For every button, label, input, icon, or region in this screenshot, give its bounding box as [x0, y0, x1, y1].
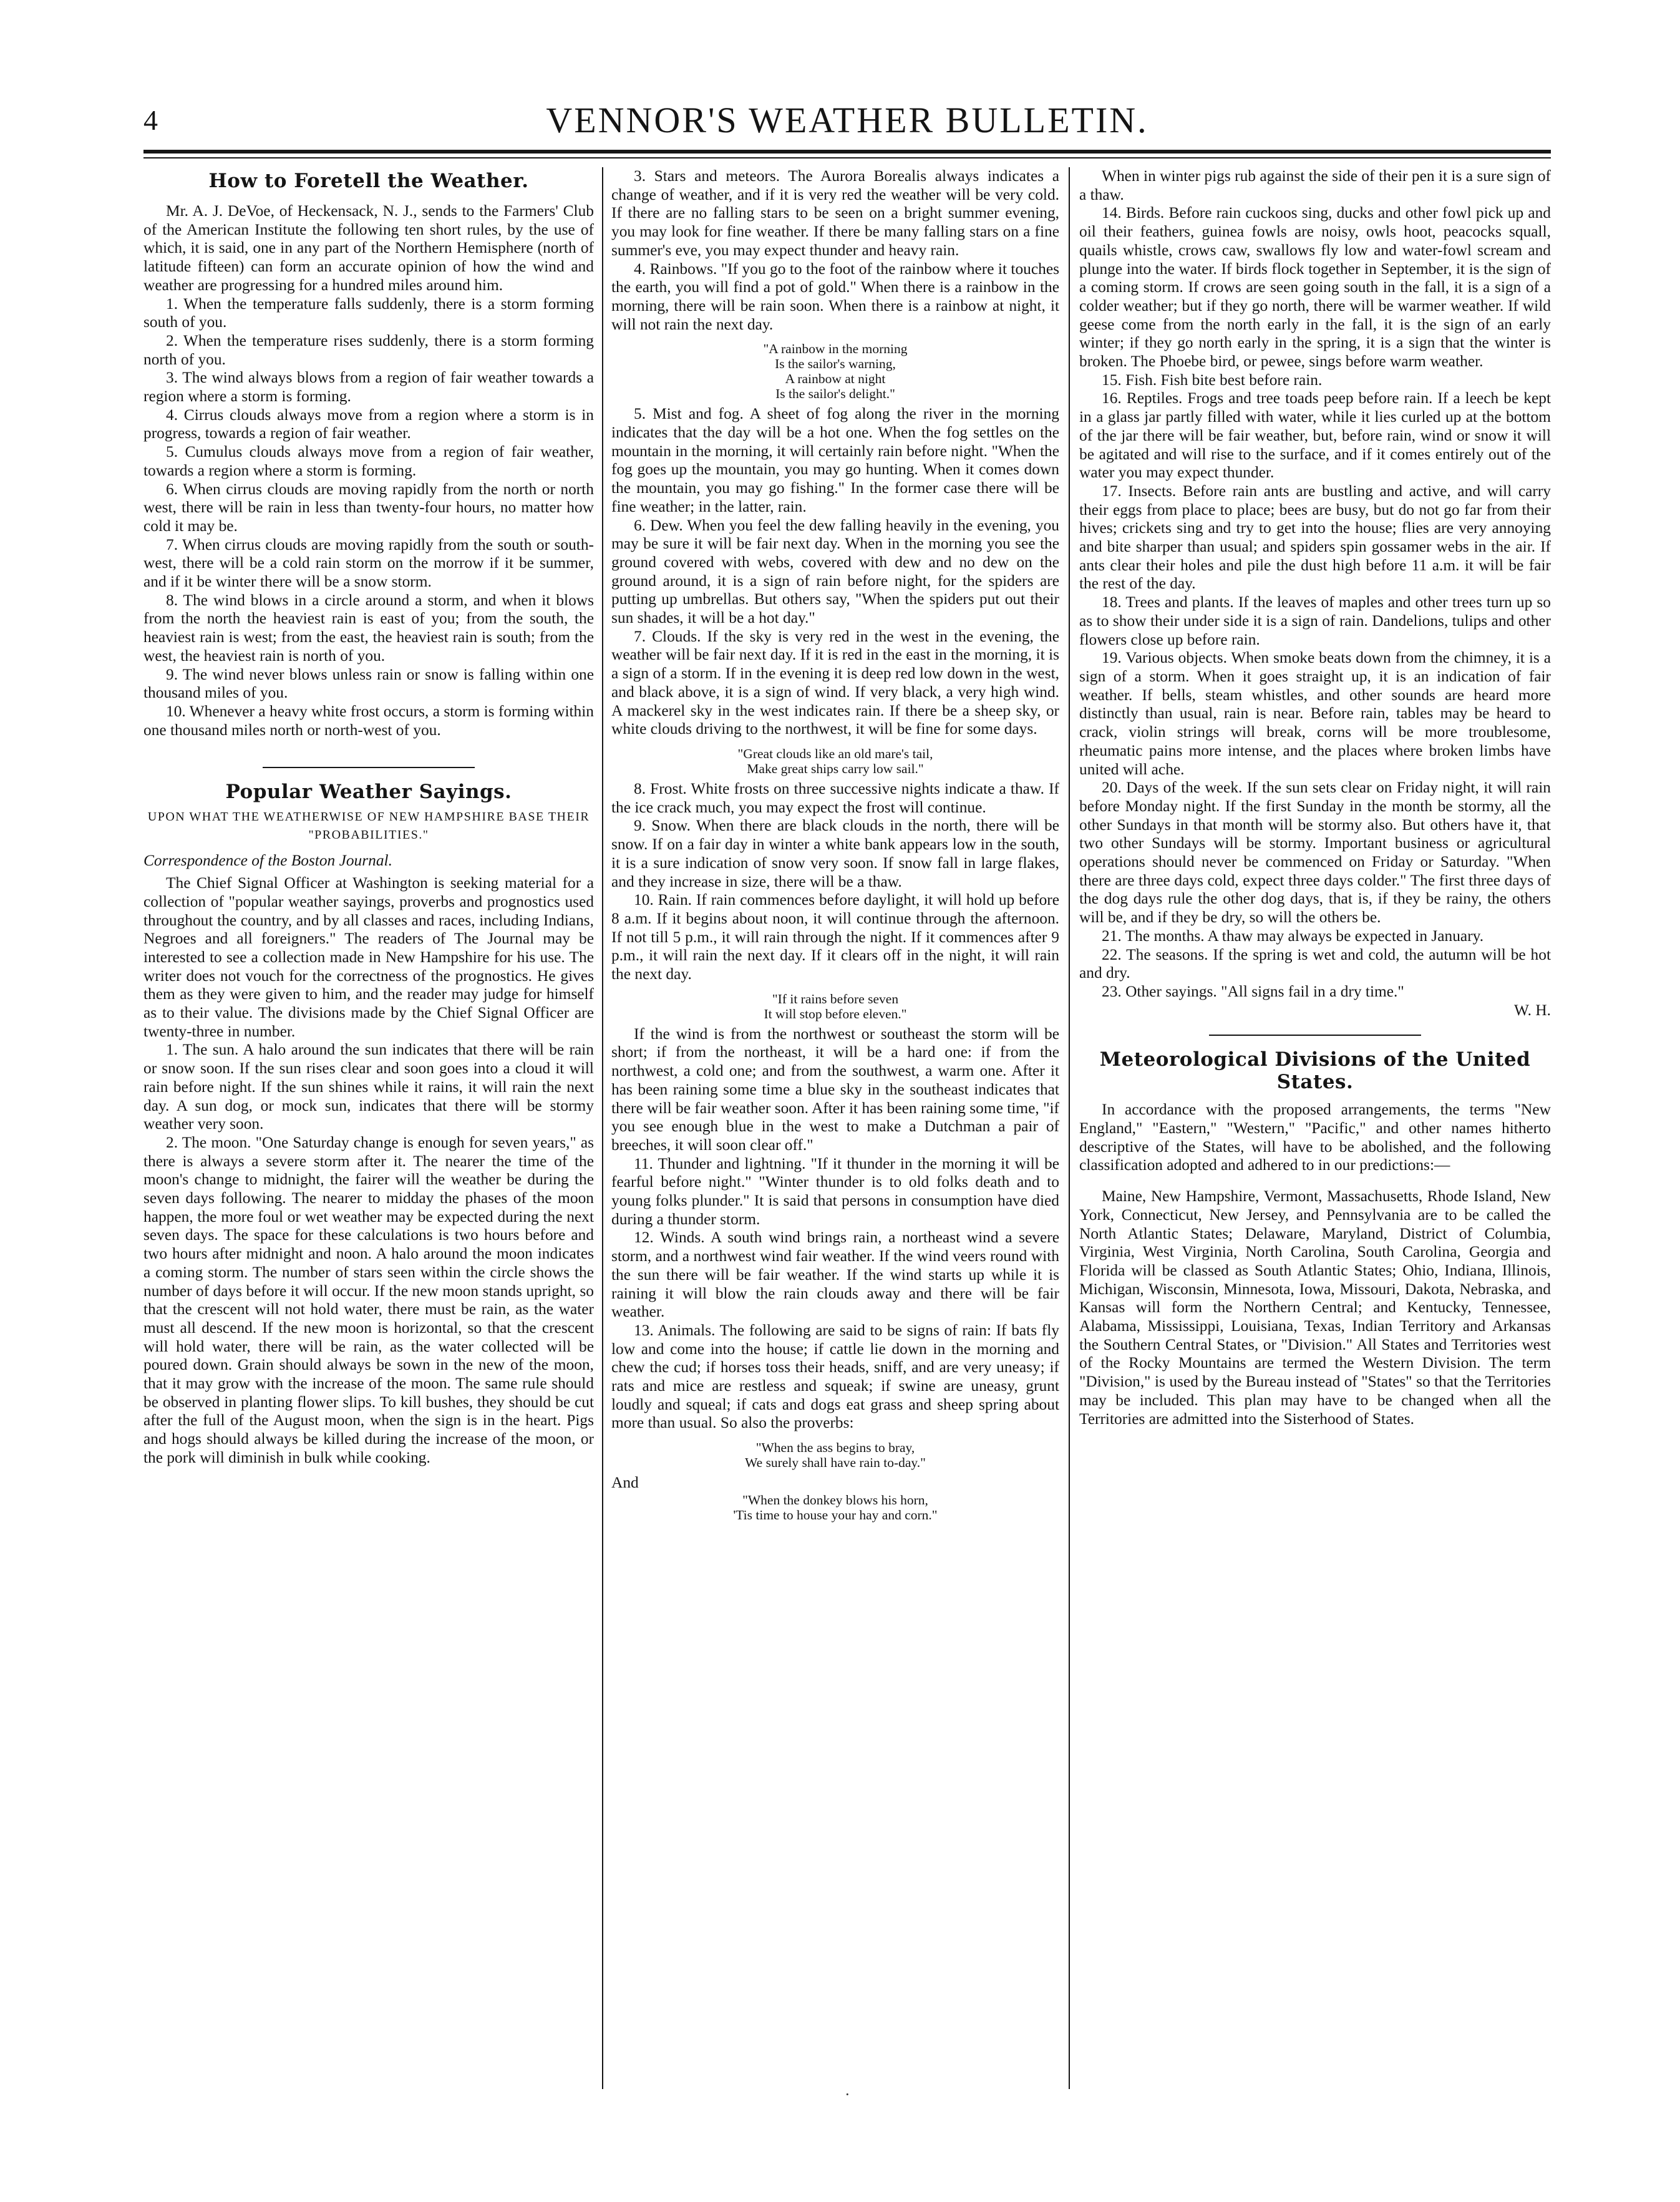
- verse: [611, 746, 1059, 776]
- article-subheading: UPON WHAT THE WEATHERWISE OF NEW HAMPSHIRE BASE THEIR "PROBABILITIES.": [147, 810, 590, 842]
- article-paragraph: 9. Snow. When there are black clouds in the north, there will be snow. If on a fair day in winter a white bank appears low in the south, it is a sure indication of snow very soon. If snow fall in large flakes, and they increase in size, there will be a thaw.: [611, 817, 1059, 890]
- article-byline: Correspondence of the Boston Journal.: [143, 852, 392, 870]
- verse-line: "Great clouds like an old mare's tail,: [737, 746, 933, 761]
- article-paragraph: 15. Fish. Fish bite best before rain.: [1102, 371, 1323, 389]
- article-paragraph: 22. The seasons. If the spring is wet and cold, the autumn will be hot and dry.: [1079, 945, 1551, 982]
- verse-line: Is the sailor's delight.": [775, 386, 895, 402]
- verse-line: Is the sailor's warning,: [775, 356, 896, 372]
- article-paragraph: 11. Thunder and lightning. "If it thunder in the morning it will be fearful before night." "Winter thunder is to old folks death and to young folks plunder." It is said that persons in consumption have died during a thunder storm.: [611, 1154, 1059, 1228]
- article-paragraph: The Chief Signal Officer at Washington is seeking material for a collection of "popular weather sayings, proverbs and prognostics used throughout the country, and by all classes and races, including Indians, Negroes and all foreigners." The readers of The Journal may be interested to see a collection made in New Hampshire for his use. The writer does not vouch for the correctness of the prognostics. He gives them as they were given to him, and the reader may judge for himself as to their value. The divisions made by the Chief Signal Officer are twenty-three in number.: [143, 874, 594, 1040]
- column-divider: [1069, 167, 1070, 2089]
- article-paragraph: 6. Dew. When you feel the dew falling heavily in the evening, you may be sure it will be fair next day. When in the morning you see the ground covered with webs, covered with dew and no dew on the ground around, it is a sign of rain before night, for the spiders are putting up umbrellas. But others say, "When the spiders put out their sun shades, it will be a hot day.": [611, 516, 1059, 627]
- article-paragraph: 10. Rain. If rain commences before daylight, it will hold up before 8 a.m. If it begins about noon, it will continue through the afternoon. If not till 5 p.m., it will rain through the night. If it commences after 9 p.m., it will rain the next day. If it clears off in the night, it will rain the next day.: [611, 891, 1059, 983]
- rule-item: 5. Cumulus clouds always move from a region of fair weather, towards a region where a storm is forming.: [143, 443, 594, 479]
- verse-line: Make great ships carry low sail.": [747, 761, 924, 776]
- article-paragraph: 7. Clouds. If the sky is very red in the west in the evening, the weather will be fair next day. If it is red in the east in the morning, it is a sign of a storm. If in the evening it is deep red low down in the west, and black above, it is a sign of wind. If very black, a very high wind. A mackerel sky in the west indicates rain. If there be a sheep sky, or white clouds driving to the northwest, it will be fine for some days.: [611, 627, 1059, 738]
- column-1: [143, 167, 594, 1468]
- verse: [611, 1440, 1059, 1470]
- page-number: 4: [143, 104, 158, 136]
- rule-item: 3. The wind always blows from a region of fair weather towards a region where a storm is forming.: [143, 369, 594, 406]
- article-paragraph: 13. Animals. The following are said to be signs of rain: If bats fly low and come into the house; if cattle lie down in the morning and chew the cud; if horses toss their heads, sniff, and are very uneasy; if rats and mice are restless and squeak; if swine are uneasy, grunt loudly and squeal; if cats and dogs eat grass and sheep spring about more than usual. So also the proverbs:: [611, 1321, 1059, 1432]
- article-paragraph: 18. Trees and plants. If the leaves of maples and other trees turn up so as to show their under side it is a sign of rain. Dandelions, tulips and other flowers close up before rain.: [1079, 593, 1551, 648]
- article-paragraph: 12. Winds. A south wind brings rain, a northeast wind a severe storm, and a northwest wind fair weather. If the wind veers round with the sun there will be fair weather. If the wind starts up while it is raining it will blow the rain clouds away and there will be fair weather.: [611, 1229, 1059, 1321]
- verse: [611, 1493, 1059, 1522]
- article-headline: Meteorological Divisions of the United States.: [1099, 1048, 1531, 1094]
- article-paragraph: In accordance with the proposed arrangements, the terms "New England," "Eastern," "Western," "Pacific," and other names hitherto descriptive of the States, will have to be abolished, and the following classification adopted and adhered to in our predictions:—: [1079, 1101, 1551, 1174]
- article-paragraph: 17. Insects. Before rain ants are bustling and active, and will carry their eggs from place to place; bees are busy, but do not go far from their hives; crickets sing and try to get into the house; flies are very annoying and bite sharper than usual; and spiders spin gossamer webs in the air. If ants clear their holes and pile the dust high before 11 a.m. it will be fair the rest of the day.: [1079, 482, 1551, 593]
- column-2: [611, 167, 1059, 1526]
- printer-dot: ·: [845, 2085, 850, 2103]
- rule-item: 1. When the temperature falls suddenly, there is a storm forming south of you.: [143, 295, 594, 331]
- verse-line: 'Tis time to house your hay and corn.": [733, 1507, 938, 1522]
- rule-item: 2. When the temperature rises suddenly, there is a storm forming north of you.: [143, 331, 594, 368]
- rule-item: 8. The wind blows in a circle around a storm, and when it blows from the north the heaviest rain is east of you; from the south, the heaviest rain is west; from the east, the heaviest rain is south; from the west, the heaviest rain is north of you.: [143, 591, 594, 665]
- verse-connector: And: [611, 1474, 639, 1492]
- verse-line: "When the ass begins to bray,: [755, 1440, 915, 1456]
- verse-line: It will stop before eleven.": [764, 1006, 907, 1021]
- verse-line: "A rainbow in the morning: [763, 341, 908, 357]
- masthead: [143, 101, 1551, 140]
- rule-item: 4. Cirrus clouds always move from a region where a storm is in progress, towards a region of fair weather.: [143, 406, 594, 442]
- article-paragraph: 5. Mist and fog. A sheet of fog along the river in the morning indicates that the day will be a hot one. When the fog settles on the mountain in the morning, it will certainly rain before night. "When the fog goes up the mountain, you may go hunting. When it comes down the mountain, you may go fishing." In the former case there will be fine weather; in the latter, rain.: [611, 405, 1059, 515]
- article-paragraph: 14. Birds. Before rain cuckoos sing, ducks and other fowl pick up and oil their feathers, guinea fowls are noisy, owls hoot, peacocks squall, quails whistle, crows caw, swallows fly low and water-fowl scream and plunge into the water. If birds flock together in September, it is the sign of a coming storm. If crows are seen going south in the fall, it is a sign of a colder weather; but if they go north, there will be warmer weather. If wild geese come from the north early in the fall, it is the sign of an early winter; if they go north early in the spring, it is a sign that the winter is broken. The Phoebe bird, or pewee, sings before warm weather.: [1079, 204, 1551, 371]
- article-paragraph: If the wind is from the northwest or southeast the storm will be short; if from the northeast, it will be a hard one: if from the northwest, a cold one; and from the southwest, a warm one. After it has been raining some time a blue sky in the southeast indicates that there will be fair weather soon. After it has been raining some time, "if you see enough blue in the west to make a Dutchman a pair of breeches, it will soon clear off.": [611, 1025, 1059, 1154]
- header-rule-thin: [143, 157, 1551, 158]
- newspaper-title: VENNOR'S WEATHER BULLETIN.: [546, 100, 1148, 140]
- signature: W. H.: [1513, 1001, 1551, 1019]
- verse: [611, 341, 1059, 401]
- article-paragraph: Maine, New Hampshire, Vermont, Massachusetts, Rhode Island, New York, Connecticut, New Jersey, and Pennsylvania are to be called the North Atlantic States; Delaware, Maryland, District of Columbia, Virginia, West Virginia, North Carolina, South Carolina, Georgia and Florida will be classed as South Atlantic States; Ohio, Indiana, Illinois, Michigan, Wisconsin, Minnesota, Iowa, Missouri, Dakota, Nebraska, and Kansas will form the Northern Central; and Kentucky, Tennessee, Alabama, Mississippi, Louisiana, Texas, Indian Territory and Arkansas the Southern Central States, or "Division." All States and Territories west of the Rocky Mountains are termed the Western Division. The term "Division," is used by the Bureau instead of "States" so that the Territories may be included. This plan may have to be changed when all the Territories are admitted into the Sisterhood of States.: [1079, 1187, 1551, 1428]
- header-rule-thick: [143, 150, 1551, 153]
- rule-item: 9. The wind never blows unless rain or snow is falling within one thousand miles of you.: [143, 665, 594, 702]
- column-divider: [602, 167, 603, 2089]
- article-paragraph: 16. Reptiles. Frogs and tree toads peep before rain. If a leech be kept in a glass jar partly filled with water, while it lies curled up at the bottom of the jar there will be fair weather, but, before rain, wind or snow it will be agitated and will rise to the surface, and if it comes entirely out of the water you may expect thunder.: [1079, 389, 1551, 482]
- verse-line: "When the donkey blows his horn,: [742, 1492, 928, 1508]
- article-paragraph: 8. Frost. White frosts on three successive nights indicate a thaw. If the ice crack much, you may expect the frost will continue.: [611, 779, 1059, 816]
- article-paragraph: Mr. A. J. DeVoe, of Heckensack, N. J., sends to the Farmers' Club of the American Institute the following ten short rules, by the use of which, it is said, one in any part of the Northern Hemisphere (north of latitude fifteen) can form an accurate opinion of how the wind and weather are progressing for a hundred miles around him.: [143, 202, 594, 294]
- article-paragraph: 1. The sun. A halo around the sun indicates that there will be rain or snow soon. If the sun rises clear and soon goes into a cloud it will rain before night. If the sun shines while it rains, it will rain the next day. A sun dog, or mock sun, indicates that there will be stormy weather very soon.: [143, 1041, 594, 1133]
- verse: [611, 991, 1059, 1021]
- article-paragraph: When in winter pigs rub against the side of their pen it is a sure sign of a thaw.: [1079, 167, 1551, 203]
- verse-line: We surely shall have rain to-day.": [745, 1455, 926, 1471]
- article-paragraph: 20. Days of the week. If the sun sets clear on Friday night, it will rain before Monday night. If the first Sunday in the month be stormy, all the other Sundays in that month will be stormy also. But others have it, that two other Sundays will be stormy. Important business or agricultural operations should never be commenced on Friday or Saturday. "When there are three days cold, expect three days colder." The first three days of the dog days rule the other dog days, that is, if they be rainy, the others will be, and if they be dry, so will the others be.: [1079, 779, 1551, 927]
- rule-item: 10. Whenever a heavy white frost occurs, a storm is forming within one thousand miles north or north-west of you.: [143, 702, 594, 739]
- article-paragraph: 3. Stars and meteors. The Aurora Borealis always indicates a change of weather, and if it is very red the weather will be very cold. If there are no falling stars to be seen on a bright summer evening, you may look for fine weather. If there be many falling stars on a fine summer's eve, you may expect thunder and heavy rain.: [611, 167, 1059, 259]
- article-paragraph: 2. The moon. "One Saturday change is enough for seven years," as there is always a severe storm after it. The nearer the time of the moon's change to midnight, the fairer will the weather be during the seven days following. The nearer to midday the phases of the moon happen, the more foul or wet weather may be expected during the next seven days. The space for these calculations is two hours before and two hours after midnight and noon. A halo around the moon indicates a coming storm. The number of stars seen within the circle shows the number of days before it will occur. If the new moon stands upright, so that the crescent will not hold water, there must be rain, as the water must all descend. If the new moon is horizontal, so that the crescent will hold water, there will be rain, as the water collected will be poured down. Grain should always be sown in the new of the moon, that it may grow with the increase of the moon. The same rule should be observed in planting flower slips. To kill bushes, they should be cut after the full of the August moon, when the sign is in the heart. Pigs and hogs should always be killed during the increase of the moon, or the pork will diminish in bulk while cooking.: [143, 1133, 594, 1466]
- verse-line: A rainbow at night: [785, 371, 886, 387]
- rule-item: 7. When cirrus clouds are moving rapidly from the south or south-west, there will be a cold rain storm on the morrow if it be summer, and if it be winter there will be a snow storm.: [143, 535, 594, 591]
- article-headline: How to Foretell the Weather.: [208, 170, 529, 192]
- article-paragraph: 21. The months. A thaw may always be expected in January.: [1102, 927, 1484, 945]
- article-paragraph: 4. Rainbows. "If you go to the foot of the rainbow where it touches the earth, you will find a pot of gold." When there is a rainbow in the morning, there will be rain soon. When there is a rainbow at night, it will not rain the next day.: [611, 260, 1059, 333]
- column-3: [1079, 167, 1551, 1428]
- verse-line: "If it rains before seven: [772, 991, 899, 1006]
- rule-item: 6. When cirrus clouds are moving rapidly from the north or north west, there will be rain in less than twenty-four hours, no matter how cold it may be.: [143, 480, 594, 535]
- article-headline: Popular Weather Sayings.: [225, 781, 512, 804]
- article-paragraph: 23. Other sayings. "All signs fail in a dry time.": [1102, 982, 1404, 1000]
- article-paragraph: 19. Various objects. When smoke beats down from the chimney, it is a sign of a storm. When it goes straight up, it is an indication of fair weather. If bells, steam whistles, and other sounds are heard more distinctly than usual, rain is near. Before rain, tables may be heard to crack, violin strings will break, corns will be more troublesome, rheumatic pains more intense, and the places where broken limbs have united will ache.: [1079, 649, 1551, 778]
